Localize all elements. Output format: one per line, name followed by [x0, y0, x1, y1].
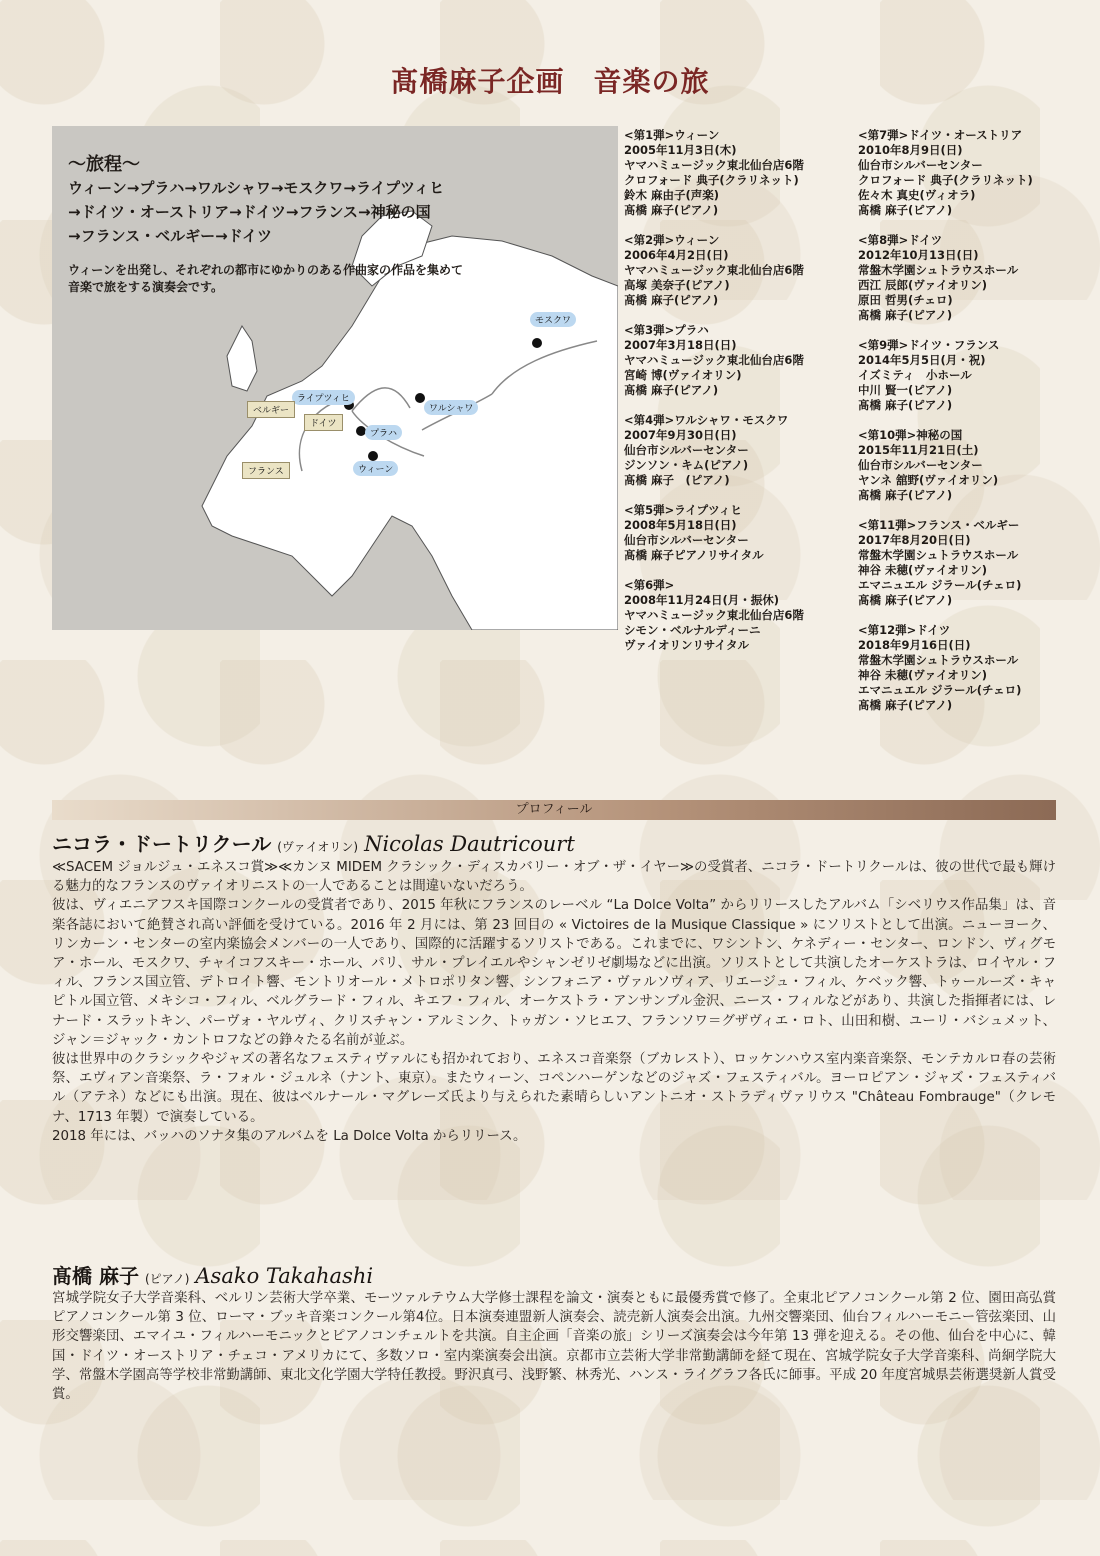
concert-line: 仙台市シルバーセンター	[624, 443, 749, 457]
concert-line: 2005年11月3日(木)	[624, 143, 737, 157]
asako-name-latin: Asako Takahashi	[195, 1264, 374, 1288]
nicolas-name-line	[52, 828, 575, 857]
nicolas-bio	[52, 858, 1056, 1146]
concert-line: クロフォード 典子(クラリネット)	[624, 173, 799, 187]
concert-entry	[858, 518, 1088, 608]
concert-line: クロフォード 典子(クラリネット)	[858, 173, 1033, 187]
concert-line: 鈴木 麻由子(声楽)	[624, 188, 720, 202]
concert-line: 髙橋 麻子 (ピアノ)	[624, 473, 730, 487]
concert-line: 常盤木学園シュトラウスホール	[858, 263, 1019, 277]
concert-entry	[624, 233, 854, 308]
concert-line: ヴァイオリンリサイタル	[624, 638, 750, 652]
concert-line: 2015年11月21日(土)	[858, 443, 979, 457]
concert-line: イズミティ 小ホール	[858, 368, 972, 382]
concert-line: 2006年4月2日(日)	[624, 248, 729, 262]
concert-line: 2008年5月18日(日)	[624, 518, 737, 532]
nicolas-role: (ヴァイオリン)	[277, 840, 359, 854]
concert-line: 2012年10月13日(日)	[858, 248, 979, 262]
concert-line: 仙台市シルバーセンター	[624, 533, 749, 547]
bio-paragraph: 2018 年には、バッハのソナタ集のアルバムを La Dolce Volta からリリース。	[52, 1128, 527, 1144]
bio-paragraph: 彼は世界中のクラシックやジャズの著名なフェスティヴァルにも招かれており、エネスコ音楽祭（ブカレスト）、ロッケンハウス室内楽音楽祭、モンテカルロ春の芸術祭、エヴィアン音楽祭、ラ・フォル・ジュルネ（ナント、東京）。またウィーン、コペンハーゲンなどのジャズ・フェスティバル。ヨーロピアン・ジャズ・フェスティバル（アテネ）などにも出演。現在、彼はベルナール・マグレーズ氏より与えられた素晴らしいアントニオ・ストラディヴァリウス "Château Fombrauge"（クレモナ、1713 年製）で演奏している。	[52, 1052, 1056, 1125]
warsaw-point	[415, 393, 425, 403]
concert-line: 髙橋 麻子(ピアノ)	[858, 488, 953, 502]
concert-entry	[624, 323, 854, 398]
route-line: →ドイツ・オーストリア→ドイツ→フランス→神秘の国	[68, 203, 431, 221]
concert-list-right	[858, 128, 1088, 728]
concert-list-left	[624, 128, 854, 668]
concert-line: 髙橋 麻子(ピアノ)	[624, 383, 719, 397]
page-title: 髙橋麻子企画 音楽の旅	[390, 65, 710, 98]
bio-paragraph: ≪SACEM ジョルジュ・エネスコ賞≫≪カンヌ MIDEM クラシック・ディスカバリー・オブ・ザ・イヤー≫の受賞者、ニコラ・ドートリクールは、彼の世代で最も輝ける魅力的なフランスのヴァイオリニストの一人であることは間違いないだろう。	[52, 860, 1056, 895]
britain-landmass	[227, 326, 257, 391]
concert-line: <第1弾>ウィーン	[624, 128, 720, 142]
concert-line: 中川 賢一(ピアノ)	[858, 383, 953, 397]
concert-line: 2018年9月16日(日)	[858, 638, 971, 652]
concert-line: 2007年9月30日(日)	[624, 428, 737, 442]
concert-line: ヤマハミュージック東北仙台店6階	[624, 608, 804, 622]
concert-line: 髙橋 麻子(ピアノ)	[858, 203, 953, 217]
concert-entry	[858, 338, 1088, 413]
city-label-vienna: ウィーン	[353, 461, 398, 476]
concert-line: 髙橋 麻子(ピアノ)	[858, 308, 953, 322]
asako-name-jp: 髙橋 麻子	[52, 1264, 139, 1288]
bio-paragraph: 宮城学院女子大学音楽科、ベルリン芸術大学卒業、モーツァルテウム大学修士課程を論文・演奏ともに最優秀賞で修了。全東北ピアノコンクール第 2 位、園田高弘賞ピアノコンクール第 3 位、ローマ・ブッキ音楽コンクール第4位。日本演奏連盟新人演奏会、読売新人演奏会出演。九州交響楽団、仙台フィルハーモニー管弦楽団、山形交響楽団、エマイユ・フィルハーモニックとピアノコンチェルトを共演。自主企画「音楽の旅」シリーズ演奏会は今年第 13 弾を迎える。その他、仙台を中心に、韓国・ドイツ・オーストリア・チェコ・アメリカにて、多数ソロ・室内楽演奏会出演。京都市立芸術大学非常勤講師を経て現在、宮城学院女子大学音楽科、尚絅学院大学、常盤木学園高等学校非常勤講師、東北文化学園大学特任教授。野沢真弓、浅野繁、林秀光、ハンス・ライグラフ各氏に師事。平成 20 年度宮城県芸術選奨新人賞受賞。	[52, 1291, 1056, 1403]
concert-entry	[858, 428, 1088, 503]
concert-line: <第10弾>神秘の国	[858, 428, 963, 442]
concert-entry	[858, 128, 1088, 218]
concert-line: <第12弾>ドイツ	[858, 623, 951, 637]
concert-entry	[624, 413, 854, 488]
concert-line: 西江 辰郎(ヴァイオリン)	[858, 278, 988, 292]
itinerary-description	[68, 262, 588, 296]
concert-line: 髙橋 麻子(ピアノ)	[624, 293, 719, 307]
nicolas-name-latin: Nicolas Dautricourt	[364, 832, 575, 856]
itinerary-route	[68, 176, 588, 248]
concert-entry	[624, 503, 854, 563]
concert-entry	[624, 128, 854, 218]
concert-line: <第4弾>ワルシャワ・モスクワ	[624, 413, 789, 427]
description-line: ウィーンを出発し、それぞれの都市にゆかりのある作曲家の作品を集めて	[68, 263, 464, 277]
concert-line: ヤンネ 舘野(ヴァイオリン)	[858, 473, 999, 487]
concert-line: <第7弾>ドイツ・オーストリア	[858, 128, 1023, 142]
concert-line: 髙橋 麻子ピアノリサイタル	[624, 548, 764, 562]
concert-line: 髙橋 麻子(ピアノ)	[624, 203, 719, 217]
concert-line: ヤマハミュージック東北仙台店6階	[624, 158, 804, 172]
concert-line: 仙台市シルバーセンター	[858, 458, 983, 472]
concert-line: 髙橋 麻子(ピアノ)	[858, 593, 953, 607]
vienna-point	[368, 451, 378, 461]
asako-bio	[52, 1289, 1056, 1404]
city-label-belgium: ベルギー	[247, 401, 295, 418]
concert-line: 常盤木学園シュトラウスホール	[858, 548, 1019, 562]
concert-line: 髙橋 麻子(ピアノ)	[858, 398, 953, 412]
concert-line: ヤマハミュージック東北仙台店6階	[624, 353, 804, 367]
concert-line: <第6弾>	[624, 578, 675, 592]
concert-line: 2010年8月9日(日)	[858, 143, 963, 157]
concert-line: エマニュエル ジラール(チェロ)	[858, 578, 1022, 592]
city-label-prague: プラハ	[365, 425, 402, 440]
concert-line: 佐々木 真史(ヴィオラ)	[858, 188, 976, 202]
concert-line: <第9弾>ドイツ・フランス	[858, 338, 1000, 352]
concert-line: 2008年11月24日(月・振休)	[624, 593, 780, 607]
concert-line: 高塚 美奈子(ピアノ)	[624, 278, 730, 292]
asako-name-line	[52, 1260, 373, 1289]
concert-line: エマニュエル ジラール(チェロ)	[858, 683, 1022, 697]
europe-map	[52, 126, 618, 630]
concert-line: 神谷 未穂(ヴァイオリン)	[858, 563, 988, 577]
concert-line: ヤマハミュージック東北仙台店6階	[624, 263, 804, 277]
route-line: ウィーン→プラハ→ワルシャワ→モスクワ→ライプツィヒ	[68, 179, 445, 197]
concert-entry	[858, 623, 1088, 713]
concert-line: 常盤木学園シュトラウスホール	[858, 653, 1019, 667]
concert-line: <第11弾>フランス・ベルギー	[858, 518, 1020, 532]
concert-line: 宮崎 博(ヴァイオリン)	[624, 368, 742, 382]
profile-heading: プロフィール	[52, 800, 1056, 820]
itinerary-heading: ～旅程～	[68, 154, 140, 175]
concert-line: <第5弾>ライプツィヒ	[624, 503, 742, 517]
moscow-point	[532, 338, 542, 348]
city-label-leipzig: ライプツィヒ	[292, 390, 355, 405]
route-line: →フランス・ベルギー→ドイツ	[68, 227, 272, 245]
asako-role: (ピアノ)	[144, 1272, 190, 1286]
nicolas-name-jp: ニコラ・ドートリクール	[52, 832, 272, 856]
concert-line: シモン・ベルナルディーニ	[624, 623, 761, 637]
concert-line: <第2弾>ウィーン	[624, 233, 720, 247]
concert-line: 仙台市シルバーセンター	[858, 158, 983, 172]
concert-entry	[624, 578, 854, 653]
city-label-france: フランス	[242, 462, 290, 479]
concert-line: 2014年5月5日(月・祝)	[858, 353, 986, 367]
concert-entry	[858, 233, 1088, 323]
concert-line: 2007年3月18日(日)	[624, 338, 737, 352]
city-label-germany: ドイツ	[304, 414, 343, 431]
concert-line: ジンソン・キム(ピアノ)	[624, 458, 749, 472]
concert-line: 2017年8月20日(日)	[858, 533, 971, 547]
concert-line: <第8弾>ドイツ	[858, 233, 943, 247]
concert-line: 髙橋 麻子(ピアノ)	[858, 698, 953, 712]
concert-line: 原田 哲男(チェロ)	[858, 293, 953, 307]
city-label-moscow: モスクワ	[530, 312, 576, 327]
concert-line: 神谷 未穂(ヴァイオリン)	[858, 668, 988, 682]
city-label-warsaw: ワルシャワ	[424, 400, 478, 415]
bio-paragraph: 彼は、ヴィエニアフスキ国際コンクールの受賞者であり、2015 年秋にフランスのレーベル “La Dolce Volta” からリリースしたアルバム「シベリウス作品集」は、音楽各誌において絶賛され高い評価を受けている。2016 年 2 月には、第 23 回目の « Victoires de la Musique Classique » にソリストとして出演。ニューヨーク、リンカーン・センターの室内楽協会メンバーの一人であり、国際的に活躍するソリストである。これまでに、ワシントン、ケネディー・センター、ロンドン、ヴィグモア・ホール、モスクワ、チャイコフスキー・ホール、パリ、サル・プレイエルやシャンゼリゼ劇場などに出演。ソリストとして共演したオーケストラは、ロイヤル・フィル、フランス国立管、デトロイト響、モントリオール・メトロポリタン響、シンフォニア・ヴァルソヴィア、リエージュ・フィル、ケベック響、トゥールーズ・キャピトル国立管、メキシコ・フィル、ベルグラード・フィル、キエフ・フィル、オーケストラ・アンサンブル金沢、ニース・フィルなどがあり、共演した指揮者には、レナード・スラットキン、パーヴォ・ヤルヴィ、クリスチャン・アルミンク、トゥガン・ソヒエフ、フランソワ＝グザヴィエ・ロト、山田和樹、ユーリ・バシュメット、ジャン＝ジャック・カントロフなどの錚々たる名前が並ぶ。	[52, 898, 1056, 1048]
concert-line: <第3弾>プラハ	[624, 323, 709, 337]
description-line: 音楽で旅をする演奏会です。	[68, 280, 224, 294]
